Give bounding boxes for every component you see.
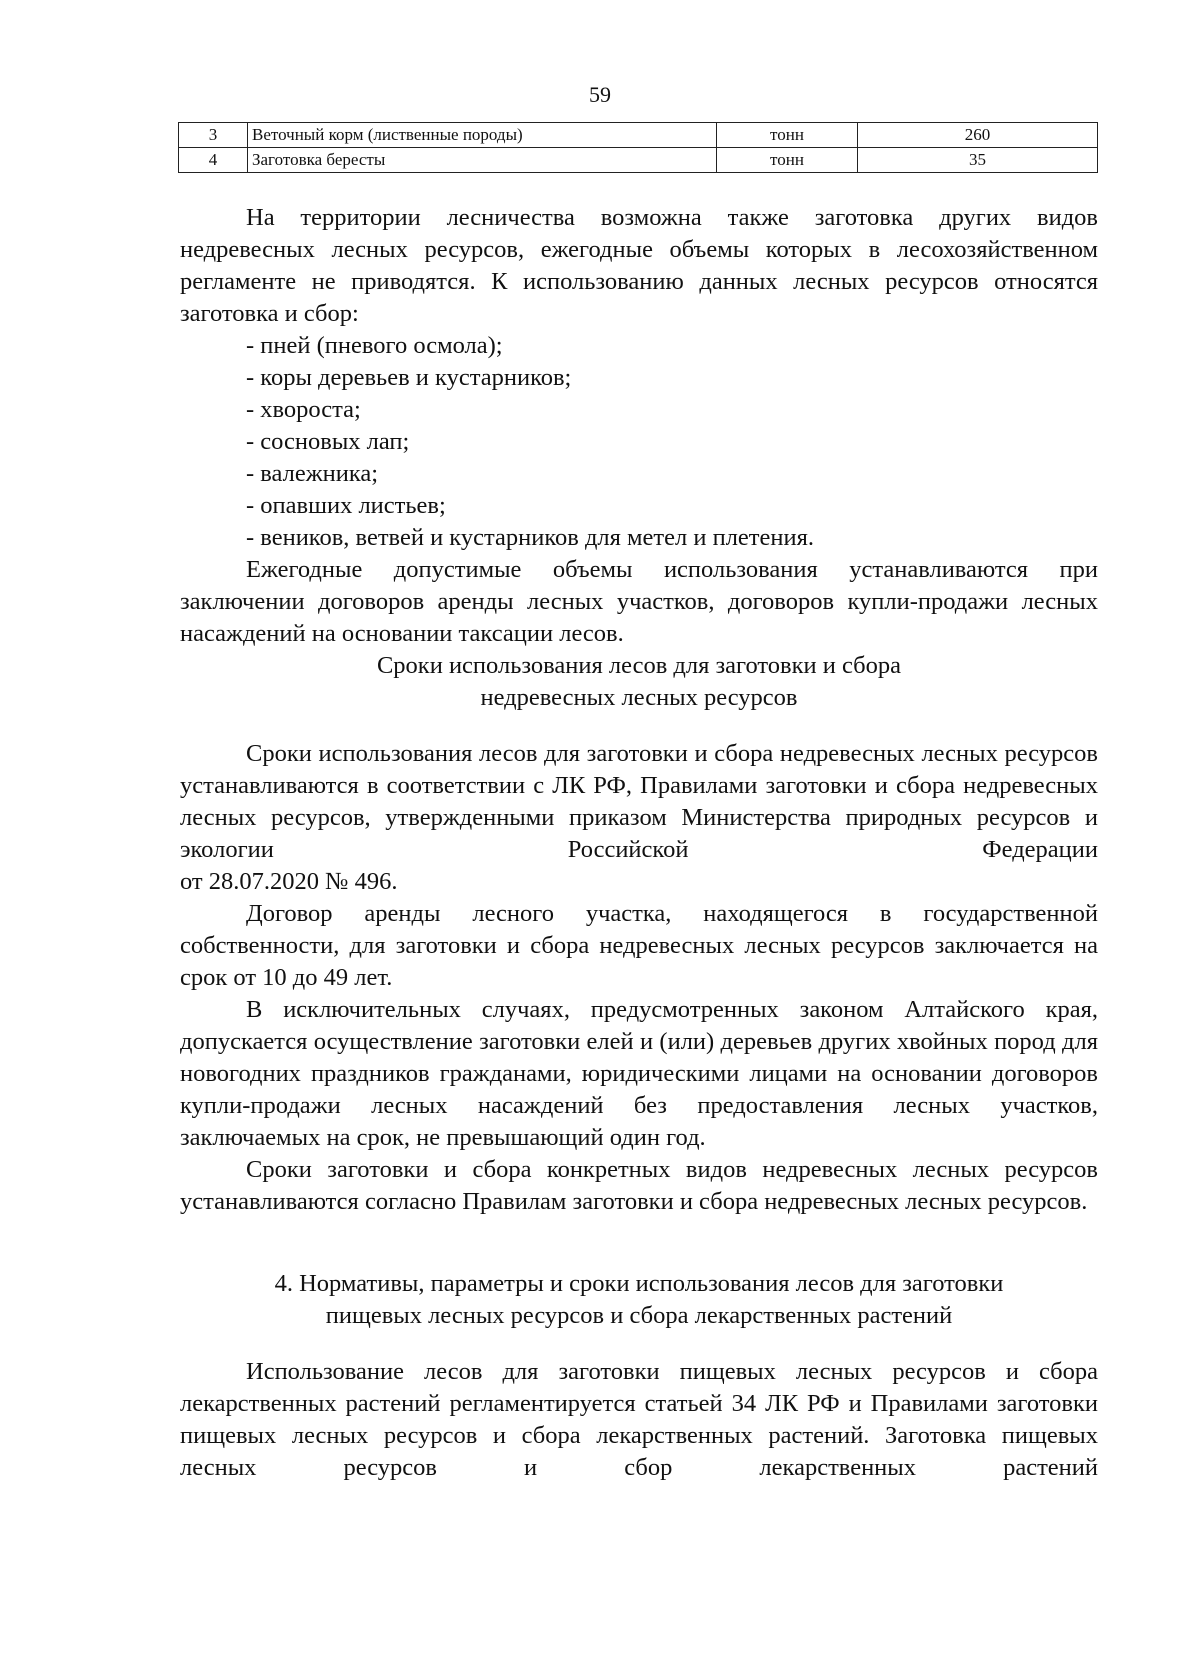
paragraph-end: от 28.07.2020 № 496. [180, 868, 398, 895]
table-row [179, 123, 1098, 148]
section2-body [180, 1356, 1098, 1484]
page-number: 59 [589, 82, 611, 107]
paragraph: На территории лесничества возможна также заготовка других видов недревесных лесных ресурсов, ежегодные объемы которых в лесохозяйственном регламенте не приводятся. К использованию данных лесных ресурсов относятся заготовка и сбор: [180, 204, 1098, 327]
resource-name: Заготовка бересты [248, 148, 717, 173]
list-item: - коры деревьев и кустарников; [246, 364, 572, 391]
paragraph: Сроки использования лесов для заготовки и сбора недревесных лесных ресурсов устанавливаются в соответствии с ЛК РФ, Правилами заготовки и сбора недревесных лесных ресурсов, утвержденными приказом Министерства природных ресурсов и экологии Российской Федерации [180, 740, 1098, 863]
section-heading [180, 650, 1098, 714]
row-number: 4 [179, 148, 248, 173]
annual-volume: 260 [858, 123, 1098, 148]
heading-line: недревесных лесных ресурсов [480, 684, 798, 711]
paragraph: Использование лесов для заготовки пищевых лесных ресурсов и сбора лекарственных растений регламентируется статьей 34 ЛК РФ и Правилами заготовки пищевых лесных ресурсов и сбора лекарственных растений. Заготовка пищевых лесных ресурсов и сбор лекарственных растений [180, 1358, 1098, 1481]
resource-name: Веточный корм (лиственные породы) [248, 123, 717, 148]
row-number: 3 [179, 123, 248, 148]
heading-line: Сроки использования лесов для заготовки и сбора [376, 652, 902, 679]
paragraph: Ежегодные допустимые объемы использования устанавливаются при заключении договоров аренды лесных участков, договоров купли-продажи лесных насаждений на основании таксации лесов. [180, 556, 1098, 647]
unit: тонн [717, 123, 858, 148]
list-item: - сосновых лап; [246, 428, 410, 455]
list-item: - валежника; [246, 460, 379, 487]
list-item: - хвороста; [246, 396, 361, 423]
unit: тонн [717, 148, 858, 173]
heading-line: 4. Нормативы, параметры и сроки использования лесов для заготовки [274, 1270, 1004, 1297]
table-row [179, 148, 1098, 173]
annual-volume: 35 [858, 148, 1098, 173]
paragraph: Сроки заготовки и сбора конкретных видов недревесных лесных ресурсов устанавливаются согласно Правилам заготовки и сбора недревесных лесных ресурсов. [180, 1156, 1098, 1215]
list-item: - пней (пневого осмола); [246, 332, 503, 359]
list-item: - опавших листьев; [246, 492, 446, 519]
paragraph: В исключительных случаях, предусмотренных законом Алтайского края, допускается осуществление заготовки елей и (или) деревьев других хвойных пород для новогодних праздников гражданами, юридическими лицами на основании договоров купли-продажи лесных насаждений без предоставления лесных участков, заключаемых на срок, не превышающий один год. [180, 996, 1098, 1151]
heading-line: пищевых лесных ресурсов и сбора лекарственных растений [325, 1302, 953, 1329]
intro-block [180, 202, 1098, 650]
section1-body [180, 738, 1098, 1218]
resources-table [178, 122, 1098, 173]
section-heading [180, 1268, 1098, 1332]
list-item: - веников, ветвей и кустарников для метел и плетения. [246, 524, 814, 551]
paragraph: Договор аренды лесного участка, находящегося в государственной собственности, для заготовки и сбора недревесных лесных ресурсов заключается на срок от 10 до 49 лет. [180, 900, 1098, 991]
